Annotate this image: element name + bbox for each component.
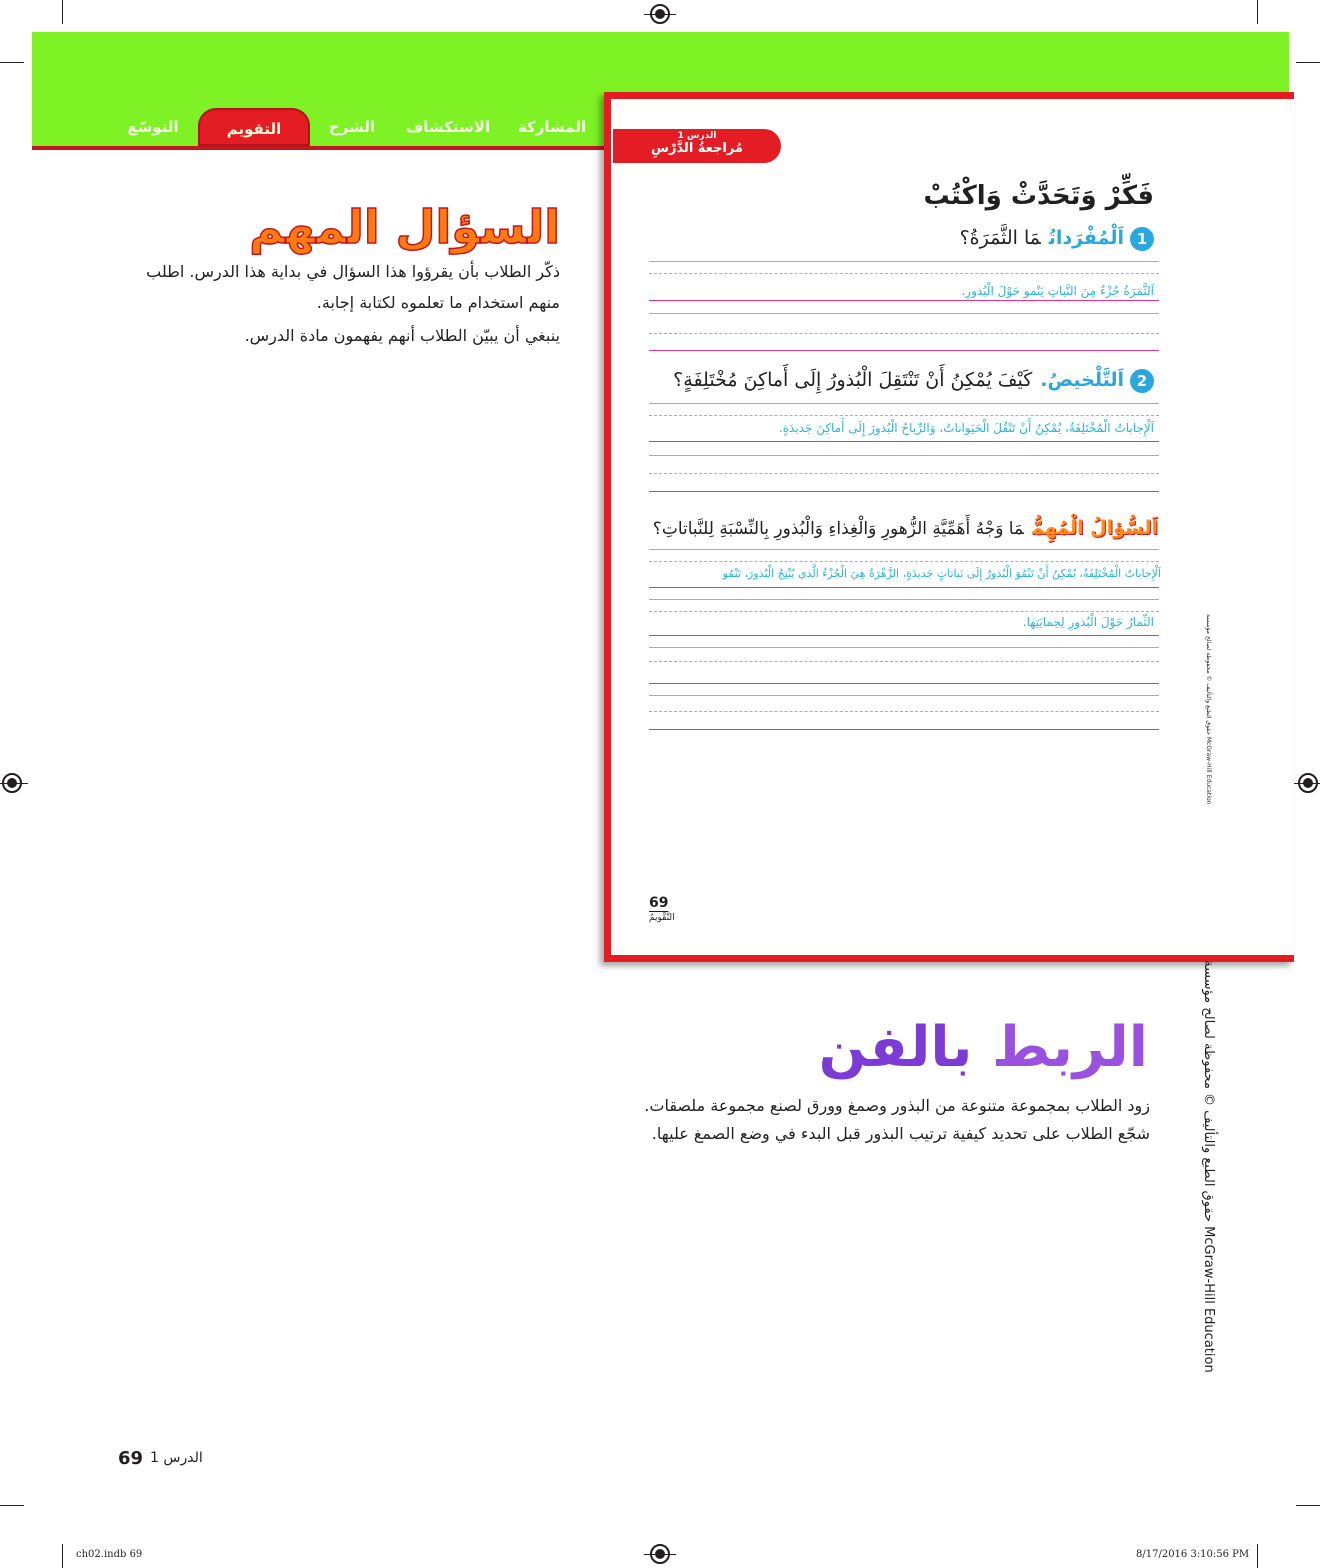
lesson-review-panel bbox=[604, 92, 1294, 962]
copyright-vertical: حقوق الطبع والتأليف © محفوظة لصالح مؤسسة McGraw-Hill Education bbox=[1201, 960, 1216, 1373]
page-number: 69 bbox=[649, 895, 669, 911]
banner-divider bbox=[32, 146, 607, 150]
question-text: مَا وَجْهُ أَهَمِّيَّةِ الزُّهورِ وَالْغِذاءِ وَالْبُذورِ بِالنِّسْبَةِ لِلنَّباتاتِ؟ bbox=[652, 519, 1024, 539]
answer-text: اَلْإِجاباتُ الْمُخْتَلِفَةُ، يُمْكِنُ أَنْ تَنْمُوَ الْبُذورُ إِلَى نَباتاتٍ جَديدَةٍ، الزَّهْرَةُ هِيَ الْجُزْءُ الَّذي يُنْتِجُ الْبُذورَ، تَنْمُو bbox=[722, 567, 1161, 580]
page-label: التَّقْويمُ bbox=[649, 913, 675, 923]
crop-mark bbox=[1257, 1544, 1258, 1568]
question-number: 1 bbox=[1130, 227, 1154, 251]
slug-file: ch02.indb 69 bbox=[76, 1549, 143, 1560]
crop-mark bbox=[1257, 0, 1258, 24]
tab-extend[interactable]: التوسّع bbox=[127, 118, 179, 136]
art-connection-text: زود الطلاب بمجموعة متنوعة من البذور وصمغ وورق لصنع مجموعة ملصقات. شجّع الطلاب على تحديد كيفية ترتيب البذور قبل البدء في وضع الصمغ عليها. bbox=[644, 1096, 1150, 1143]
registration-mark-icon bbox=[1298, 773, 1318, 793]
answer-text: اَلْإِجاباتُ الْمُخْتَلِفَةُ، يُمْكِنُ أَنْ تَنْقُلَ الْحَيَواناتُ، وَالرِّياحُ الْبُذورَ إِلَى أَماكِنَ جَديدَةٍ. bbox=[778, 421, 1154, 435]
crop-mark bbox=[1296, 1505, 1320, 1506]
writing-line bbox=[649, 695, 1159, 696]
question-keyword: اَلسُّؤالُ الْمُهِمُّ bbox=[1031, 517, 1158, 539]
crop-mark bbox=[62, 1544, 63, 1568]
question-2 bbox=[673, 369, 1154, 393]
tab-evaluate[interactable]: التقويم bbox=[198, 108, 310, 146]
writing-line bbox=[649, 661, 1159, 662]
writing-line bbox=[649, 491, 1159, 492]
art-title-word-2: بالفن bbox=[818, 1015, 973, 1080]
question-keyword: اَلتَّلْخيصُ. bbox=[1040, 369, 1124, 391]
writing-line bbox=[649, 549, 1159, 550]
question-text: كَيْفَ يُمْكِنُ أَنْ تَنْتَقِلَ الْبُذورُ إِلَى أَماكِنَ مُخْتَلِفَةٍ؟ bbox=[673, 369, 1033, 391]
tab-explain[interactable]: الشرح bbox=[328, 118, 376, 136]
lesson-badge bbox=[613, 129, 781, 163]
essential-question bbox=[653, 517, 1158, 539]
writing-line bbox=[649, 441, 1159, 442]
writing-line bbox=[649, 561, 1159, 562]
writing-line bbox=[649, 455, 1159, 456]
slug-date: 8/17/2016 3:10:56 PM bbox=[1136, 1549, 1250, 1560]
writing-line bbox=[649, 300, 1159, 301]
answer-text: الثِّمارُ حَوْلَ الْبُذورِ لِحِمايَتِها. bbox=[1022, 615, 1154, 629]
stage-tabs bbox=[100, 108, 605, 146]
crop-mark bbox=[62, 0, 63, 24]
writing-line bbox=[649, 611, 1159, 612]
art-connection-title bbox=[819, 1015, 1148, 1080]
tab-explore[interactable]: الاستكشاف bbox=[405, 118, 491, 136]
writing-line bbox=[649, 683, 1159, 684]
answer-text: اَلثَّمَرَةُ جُزْءٌ مِنَ النَّباتِ يَنْمو حَوْلَ الْبُذورِ. bbox=[961, 284, 1154, 298]
panel-title: فَكِّرْ وَتَحَدَّثْ وَاكْتُبْ bbox=[923, 181, 1154, 211]
writing-line bbox=[649, 261, 1159, 262]
writing-line bbox=[649, 711, 1159, 712]
registration-mark-icon bbox=[650, 1544, 670, 1564]
tab-engage[interactable]: المشاركة bbox=[517, 118, 587, 136]
essential-paragraph-1: ذكّر الطلاب بأن يقرؤوا هذا السؤال في بداية هذا الدرس. اطلب منهم استخدام ما تعلموه لكتابة إجابة. bbox=[146, 262, 560, 312]
question-number: 2 bbox=[1130, 369, 1154, 393]
question-keyword: اَلْمُفْرَداتُ bbox=[1048, 227, 1124, 249]
writing-line bbox=[649, 313, 1159, 314]
writing-line bbox=[649, 273, 1159, 274]
essential-paragraph-2: ينبغي أن يبيّن الطلاب أنهم يفهمون مادة الدرس. bbox=[244, 326, 560, 345]
question-text: مَا الثَّمَرَةُ؟ bbox=[959, 227, 1041, 249]
writing-line bbox=[649, 599, 1159, 600]
copyright-vertical-small: حقوق الطبع والتأليف © محفوظة لصالح مؤسسة McGraw-Hill Education bbox=[1205, 614, 1212, 805]
writing-line bbox=[649, 587, 1159, 588]
writing-line bbox=[649, 350, 1159, 351]
footer-page-number: 69 bbox=[118, 1448, 144, 1469]
writing-line bbox=[649, 647, 1159, 648]
writing-line bbox=[649, 403, 1159, 404]
writing-line bbox=[649, 729, 1159, 730]
footer-lesson: الدرس 1 bbox=[150, 1450, 203, 1466]
registration-mark-icon bbox=[650, 4, 670, 24]
art-title-word-1: الربط bbox=[991, 1015, 1148, 1080]
essential-question-title: السؤال المهم bbox=[249, 200, 560, 254]
question-1 bbox=[960, 227, 1154, 251]
crop-mark bbox=[1296, 62, 1320, 63]
lesson-badge-number: الدرس 1 bbox=[677, 131, 717, 141]
writing-line bbox=[649, 473, 1159, 474]
writing-line bbox=[649, 415, 1159, 416]
writing-line bbox=[649, 333, 1159, 334]
crop-mark bbox=[0, 62, 24, 63]
registration-mark-icon bbox=[2, 773, 22, 793]
crop-mark bbox=[0, 1505, 24, 1506]
lesson-badge-title: مُراجعةُ الدَّرْسِ bbox=[651, 141, 743, 156]
writing-line bbox=[649, 635, 1159, 636]
